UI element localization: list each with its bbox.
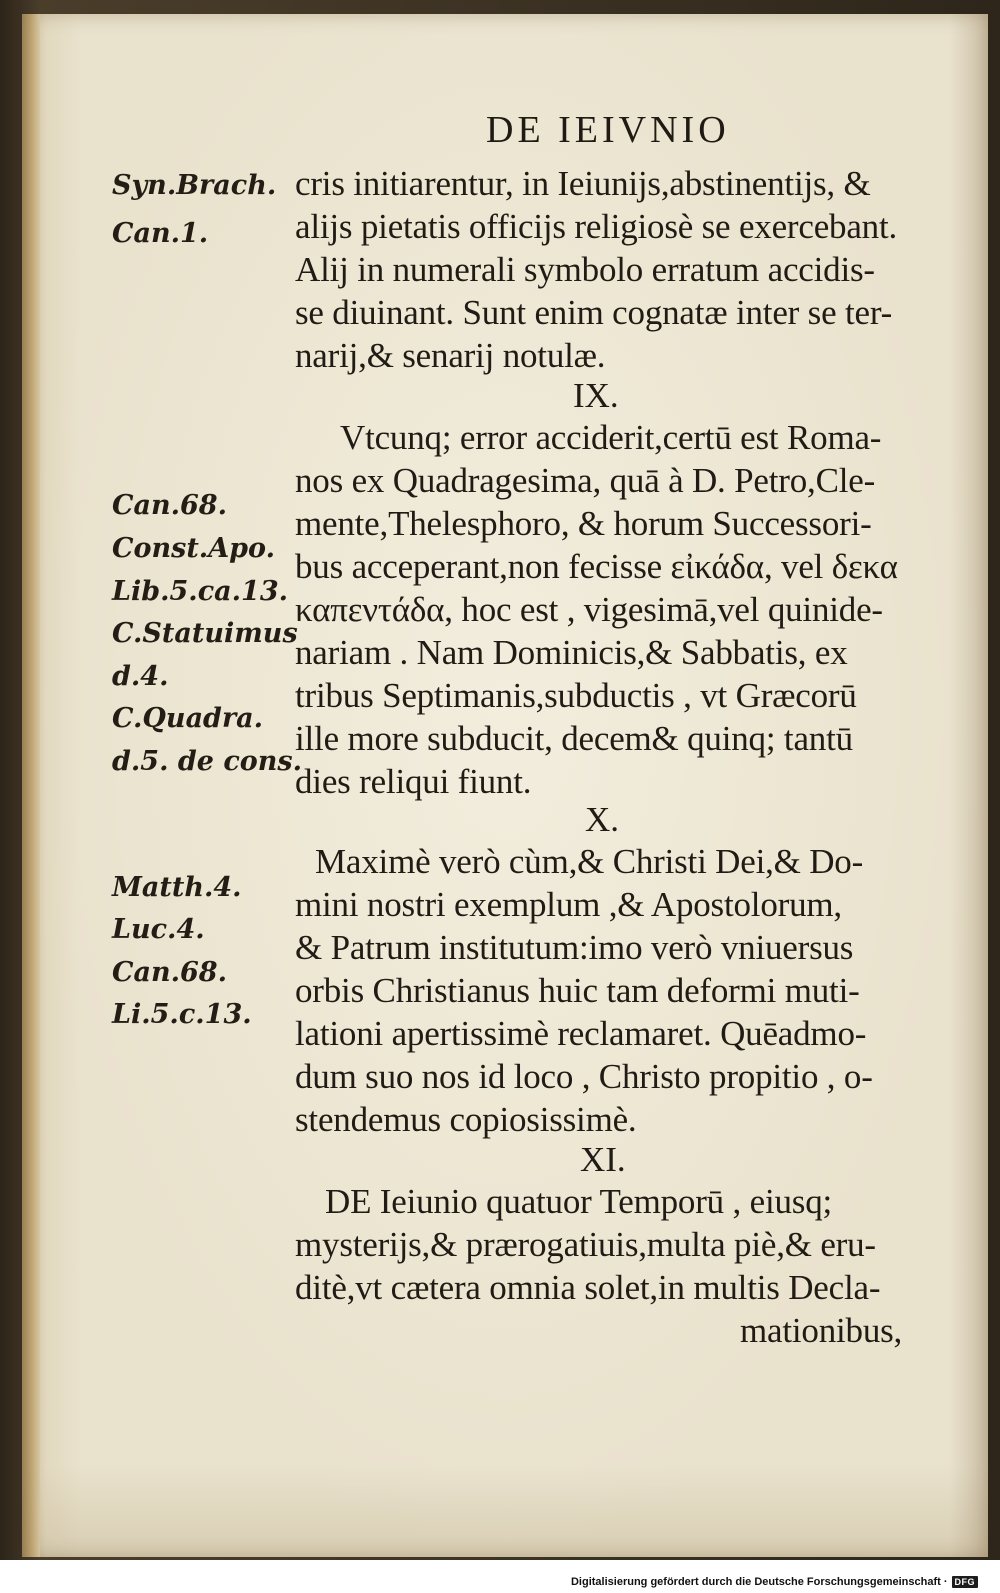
text-line: mysterijs,& prærogatiuis,multa piè,& eru- [295,1225,876,1264]
dfg-logo: DFG [952,1576,979,1588]
margin-note: Luc.4. [112,914,205,945]
text-line: ille more subducit, decem& quinq; tantū [295,719,853,758]
margin-note: Can.68. [112,957,227,988]
margin-note: d.5. de cons. [112,746,303,777]
text-line: dies reliqui fiunt. [295,762,532,801]
margin-note: d.4. [112,661,169,692]
text-line: bus acceperant,non fecisse εἰκάδα, vel δεκα [295,547,898,586]
running-head: DE IEIVNIO [486,109,730,151]
text-line: Maximè verò cùm,& Christi Dei,& Do- [315,842,864,881]
text-line: DE Ieiunio quatuor Temporū , eiusq; [325,1182,833,1221]
text-line: mini nostri exemplum ,& Apostolorum, [295,885,842,924]
margin-note: Can.68. [112,490,227,521]
text-line: Alij in numerali symbolo erratum accidis- [295,250,875,289]
text-line: mente,Thelesphoro, & horum Successori- [295,504,872,543]
section-heading: X. [585,800,620,839]
section-heading: IX. [573,376,619,415]
text-line: nariam . Nam Dominicis,& Sabbatis, ex [295,633,848,672]
text-line: cris initiarentur, in Ieiunijs,abstinentijs, & [295,164,871,203]
text-line: & Patrum institutum:imo verò vniuersus [295,928,854,967]
text-line: tribus Septimanis,subductis , vt Græcorū [295,676,857,715]
margin-note: Can.1. [112,218,209,249]
margin-note: C.Quadra. [112,703,264,734]
text-line: se diuinant. Sunt enim cognatæ inter se ter- [295,293,893,332]
text-line: καπεντάδα, hoc est , vigesimā,vel quinide- [295,590,883,629]
text-line: orbis Christianus huic tam deformi muti- [295,971,860,1010]
margin-note: Const.Apo. [112,533,275,564]
digitization-footer [571,1576,978,1588]
text-line: stendemus copiosissimè. [295,1100,637,1139]
text-line: narij,& senarij notulæ. [295,336,606,375]
text-line: dum suo nos id loco , Christo propitio , o- [295,1057,873,1096]
text-line: ditè,vt cætera omnia solet,in multis Decla- [295,1268,881,1307]
section-heading: XI. [580,1140,626,1179]
margin-note: Li.5.c.13. [112,999,252,1030]
page-gutter [22,14,40,1557]
margin-note: C.Statuimus [112,618,298,649]
margin-note: Matth.4. [112,872,242,903]
text-line: lationi apertissimè reclamaret. Quēadmo- [295,1014,867,1053]
footer-text: Digitalisierung gefördert durch die Deutsche Forschungsgemeinschaft · [570,1576,948,1588]
text-line: alijs pietatis officijs religiosè se exercebant. [295,207,898,246]
text-line: Vtcunq; error acciderit,certū est Roma- [340,418,882,457]
margin-note: Syn.Brach. [112,170,277,201]
margin-note: Lib.5.ca.13. [112,576,289,607]
text-line: mationibus, [740,1311,903,1350]
text-line: nos ex Quadragesima, quā à D. Petro,Cle- [295,461,876,500]
